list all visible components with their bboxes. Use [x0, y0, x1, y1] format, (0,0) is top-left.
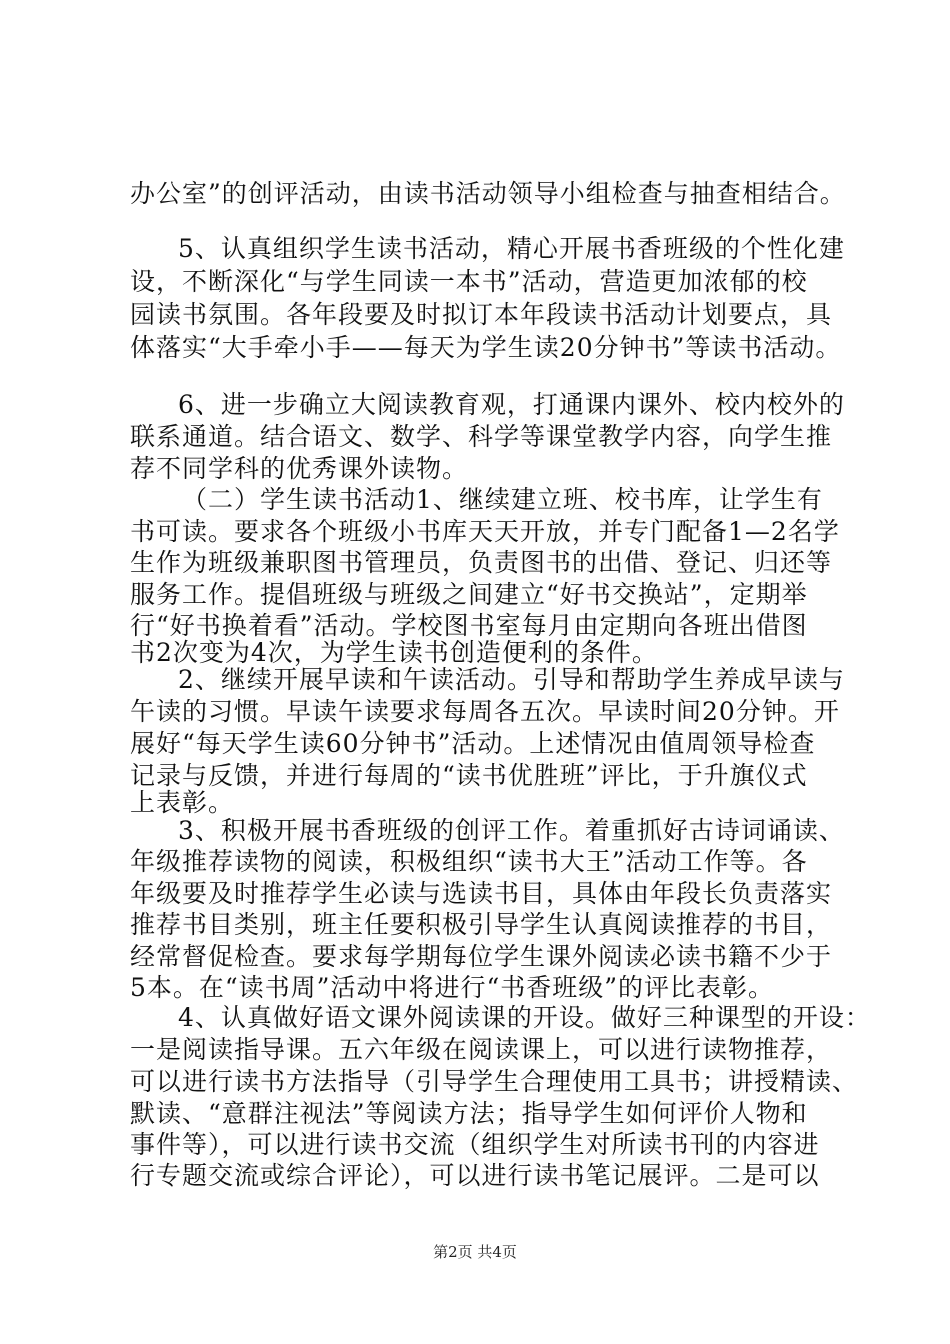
text-line: 记录与反馈，并进行每周的“读书优胜班”评比，于升旗仪式: [130, 761, 808, 790]
text-line: 事件等），可以进行读书交流（组织学生对所读书刊的内容进: [130, 1130, 820, 1159]
text-line: 设，不断深化“与学生同读一本书”活动，营造更加浓郁的校: [130, 267, 808, 296]
text-line: 园读书氛围。各年段要及时拟订本年段读书活动计划要点，具: [130, 300, 833, 329]
text-line: 一是阅读指导课。五六年级在阅读课上，可以进行读物推荐，: [130, 1035, 833, 1064]
text-line: 4、认真做好语文课外阅读课的开设。做好三种课型的开设：: [178, 1003, 871, 1032]
text-line: 5、认真组织学生读书活动，精心开展书香班级的个性化建: [178, 234, 845, 263]
text-line: 经常督促检查。要求每学期每位学生课外阅读必读书籍不少于: [130, 942, 833, 971]
text-line: 年级要及时推荐学生必读与选读书目，具体由年段长负责落实: [130, 879, 833, 908]
text-line: 体落实“大手牵小手——每天为学生读20分钟书”等读书活动。: [130, 333, 842, 362]
text-line: 5本。在“读书周”活动中将进行“书香班级”的评比表彰。: [130, 973, 775, 1002]
text-line: 默读、“意群注视法”等阅读方法；指导学生如何评价人物和: [130, 1099, 808, 1128]
text-line: 展好“每天学生读60分钟书”活动。上述情况由值周领导检查: [130, 729, 816, 758]
text-line: 2、继续开展早读和午读活动。引导和帮助学生养成早读与: [178, 665, 845, 694]
text-line: 书可读。要求各个班级小书库天天开放，并专门配备1—2名学: [130, 517, 840, 546]
text-line: 服务工作。提倡班级与班级之间建立“好书交换站”，定期举: [130, 580, 808, 609]
text-line: 办公室”的创评活动，由读书活动领导小组检查与抽查相结合。: [130, 179, 846, 208]
text-line: 6、进一步确立大阅读教育观，打通课内课外、校内校外的: [178, 390, 845, 419]
text-line: 可以进行读书方法指导（引导学生合理使用工具书；讲授精读、: [130, 1067, 859, 1096]
text-line: 荐不同学科的优秀课外读物。: [130, 454, 469, 483]
text-line: 午读的习惯。早读午读要求每周各五次。早读时间20分钟。开: [130, 697, 840, 726]
text-line: 行“好书换着看”活动。学校图书室每月由定期向各班出借图: [130, 611, 808, 640]
text-line: 上表彰。: [130, 788, 235, 817]
text-line: 行专题交流或综合评论），可以进行读书笔记展评。二是可以: [130, 1161, 820, 1190]
text-line: 联系通道。结合语文、数学、科学等课堂教学内容，向学生推: [130, 422, 833, 451]
page-footer: 第2页 共4页: [433, 1243, 517, 1261]
text-line: 生作为班级兼职图书管理员，负责图书的出借、登记、归还等: [130, 548, 833, 577]
text-line: 年级推荐读物的阅读，积极组织“读书大王”活动工作等。各: [130, 847, 808, 876]
text-line: 推荐书目类别，班主任要积极引导学生认真阅读推荐的书目，: [130, 910, 833, 939]
text-line: （二）学生读书活动1、继续建立班、校书库，让学生有: [182, 485, 823, 514]
text-line: 3、积极开展书香班级的创评工作。着重抓好古诗词诵读、: [178, 816, 845, 845]
text-line: 书2次变为4次，为学生读书创造便利的条件。: [130, 638, 658, 667]
